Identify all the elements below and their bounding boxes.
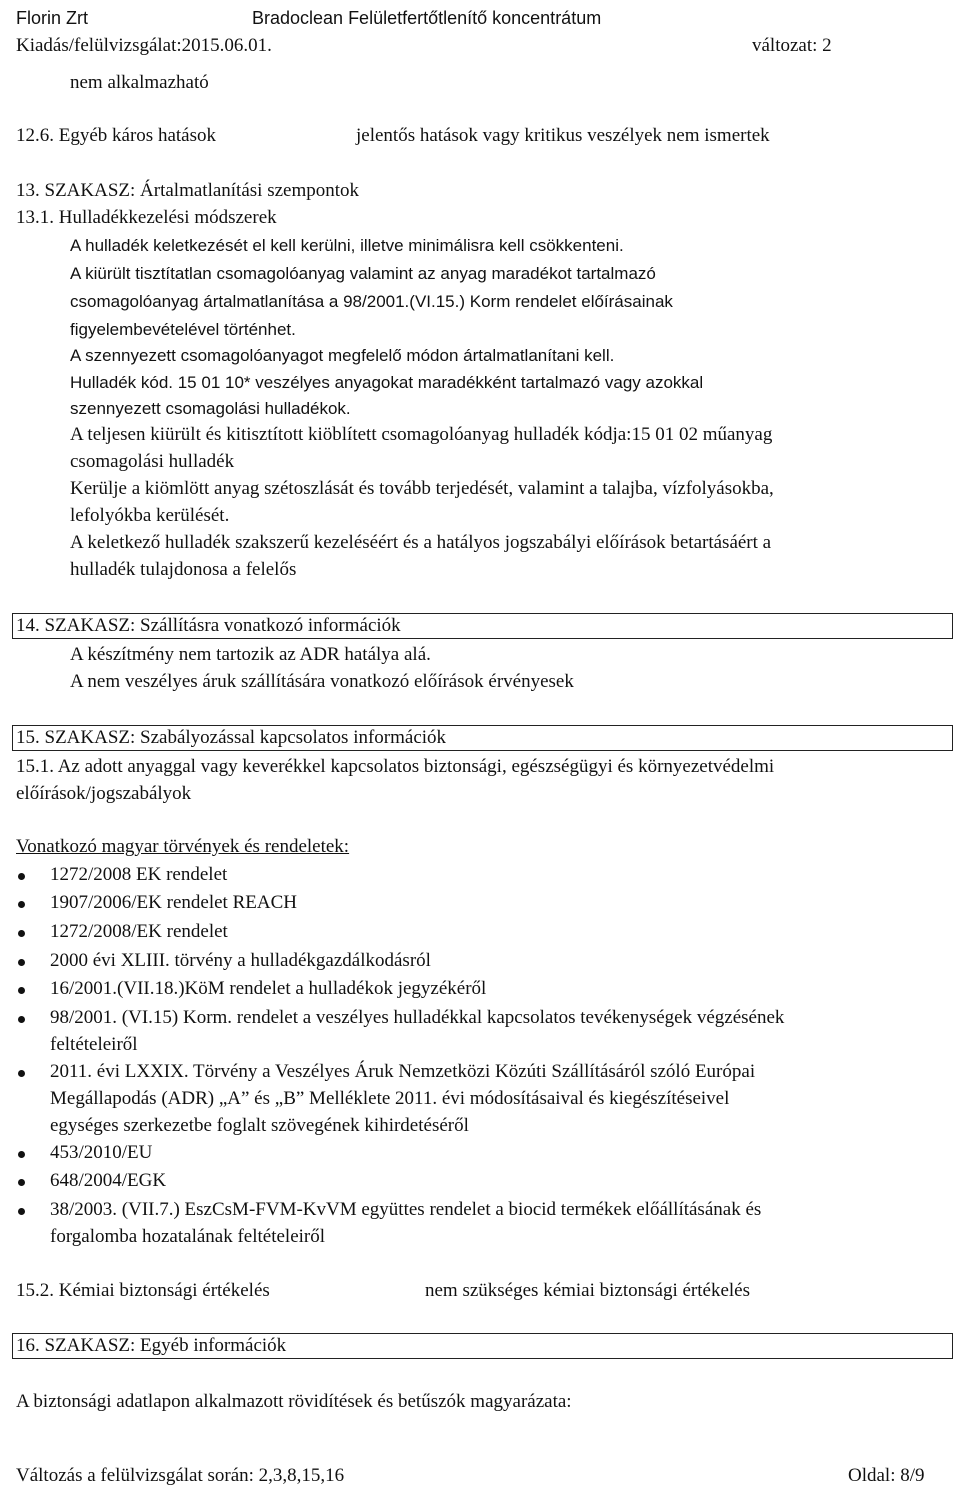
bullet-icon xyxy=(18,1179,25,1186)
s14-line-0: A készítmény nem tartozik az ADR hatálya alá. xyxy=(70,644,431,665)
s14-line-1: A nem veszélyes áruk szállítására vonatkozó előírások érvényesek xyxy=(70,671,574,692)
bullet-icon xyxy=(18,901,25,908)
not-applicable-text: nem alkalmazható xyxy=(70,72,209,93)
law-item-continued: Megállapodás (ADR) „A” és „B” Melléklete 2011. évi módosításaival és kiegészítéseivel xyxy=(50,1088,730,1109)
section-16-title: 16. SZAKASZ: Egyéb információk xyxy=(12,1333,953,1359)
abbreviations-heading: A biztonsági adatlapon alkalmazott rövidítések és betűszók magyarázata: xyxy=(16,1391,572,1412)
bullet-icon xyxy=(18,959,25,966)
s13-line2-5: hulladék tulajdonosa a felelős xyxy=(70,559,297,580)
section-15-2-label: 15.2. Kémiai biztonsági értékelés xyxy=(16,1280,270,1301)
bullet-icon xyxy=(18,1070,25,1077)
law-item: 2000 évi XLIII. törvény a hulladékgazdálkodásról xyxy=(50,950,431,971)
section-15-2-value: nem szükséges kémiai biztonsági értékelés xyxy=(425,1280,751,1301)
s13-line-3: figyelembevételével történhet. xyxy=(70,320,296,339)
law-item: 1907/2006/EK rendelet REACH xyxy=(50,892,297,913)
header-product: Bradoclean Felületfertőtlenítő koncentrátum xyxy=(252,8,602,28)
s15-1-line-0: 15.1. Az adott anyaggal vagy keverékkel kapcsolatos biztonsági, egészségügyi és környezetvédelmi xyxy=(16,756,775,777)
s13-line-5: Hulladék kód. 15 01 10* veszélyes anyagokat maradékként tartalmazó vagy azokkal xyxy=(70,373,704,392)
s15-1-line-1: előírások/jogszabályok xyxy=(16,783,192,804)
law-item: 16/2001.(VII.18.)KöM rendelet a hulladékok jegyzékéről xyxy=(50,978,487,999)
bullet-icon xyxy=(18,1016,25,1023)
s13-line-2: csomagolóanyag ártalmatlanítása a 98/2001.(VI.15.) Korm rendelet előírásainak xyxy=(70,292,673,311)
section-12-6-value: jelentős hatások vagy kritikus veszélyek nem ismertek xyxy=(356,125,770,146)
section-14-title: 14. SZAKASZ: Szállításra vonatkozó információk xyxy=(12,613,953,639)
law-item: 2011. évi LXXIX. Törvény a Veszélyes Áruk Nemzetközi Közúti Szállításáról szóló Európai xyxy=(50,1061,756,1082)
bullet-icon xyxy=(18,873,25,880)
footer-page-number: Oldal: 8/9 xyxy=(848,1465,925,1486)
law-item: 38/2003. (VII.7.) EszCsM-FVM-KvVM együttes rendelet a biocid termékek előállításának és xyxy=(50,1199,762,1220)
header-issue-date: Kiadás/felülvizsgálat:2015.06.01. xyxy=(16,35,272,56)
s13-line-6: szennyezett csomagolási hulladékok. xyxy=(70,399,351,418)
bullet-icon xyxy=(18,1151,25,1158)
s13-line2-4: A keletkező hulladék szakszerű kezeléséért és a hatályos jogszabályi előírások betartásáért a xyxy=(70,532,772,553)
section-12-6-label: 12.6. Egyéb káros hatások xyxy=(16,125,216,146)
s13-line-0: A hulladék keletkezését el kell kerülni, illetve minimálisra kell csökkenteni. xyxy=(70,236,624,255)
bullet-icon xyxy=(18,987,25,994)
section-13-title: 13. SZAKASZ: Ártalmatlanítási szempontok xyxy=(16,180,360,201)
section-15-title: 15. SZAKASZ: Szabályozással kapcsolatos információk xyxy=(12,725,953,751)
s13-line-1: A kiürült tisztítatlan csomagolóanyag valamint az anyag maradékot tartalmazó xyxy=(70,264,656,283)
header-company: Florin Zrt xyxy=(16,8,88,28)
footer-changes: Változás a felülvizsgálat során: 2,3,8,15,16 xyxy=(16,1465,345,1486)
s13-line2-1: csomagolási hulladék xyxy=(70,451,235,472)
s13-line-4: A szennyezett csomagolóanyagot megfelelő módon ártalmatlanítani kell. xyxy=(70,346,615,365)
bullet-icon xyxy=(18,1208,25,1215)
law-item: 1272/2008 EK rendelet xyxy=(50,864,228,885)
law-item: 1272/2008/EK rendelet xyxy=(50,921,228,942)
law-item: 648/2004/EGK xyxy=(50,1170,167,1191)
law-item-continued: egységes szerkezetbe foglalt szövegének kihirdetéséről xyxy=(50,1115,469,1136)
s13-line2-3: lefolyókba kerülését. xyxy=(70,505,230,526)
law-item: 453/2010/EU xyxy=(50,1142,153,1163)
law-item-continued: forgalomba hozatalának feltételeiről xyxy=(50,1226,326,1247)
law-item-continued: feltételeiről xyxy=(50,1034,138,1055)
header-version: változat: 2 xyxy=(752,35,832,56)
laws-title: Vonatkozó magyar törvények és rendeletek: xyxy=(16,836,350,857)
s13-line2-0: A teljesen kiürült és kitisztított kiöblített csomagolóanyag hulladék kódja:15 01 02 műanyag xyxy=(70,424,773,445)
s13-line2-2: Kerülje a kiömlött anyag szétoszlását és tovább terjedését, valamint a talajba, vízfolyásokba, xyxy=(70,478,774,499)
law-item: 98/2001. (VI.15) Korm. rendelet a veszélyes hulladékkal kapcsolatos tevékenységek végzésének xyxy=(50,1007,785,1028)
section-13-1-title: 13.1. Hulladékkezelési módszerek xyxy=(16,207,277,228)
bullet-icon xyxy=(18,930,25,937)
